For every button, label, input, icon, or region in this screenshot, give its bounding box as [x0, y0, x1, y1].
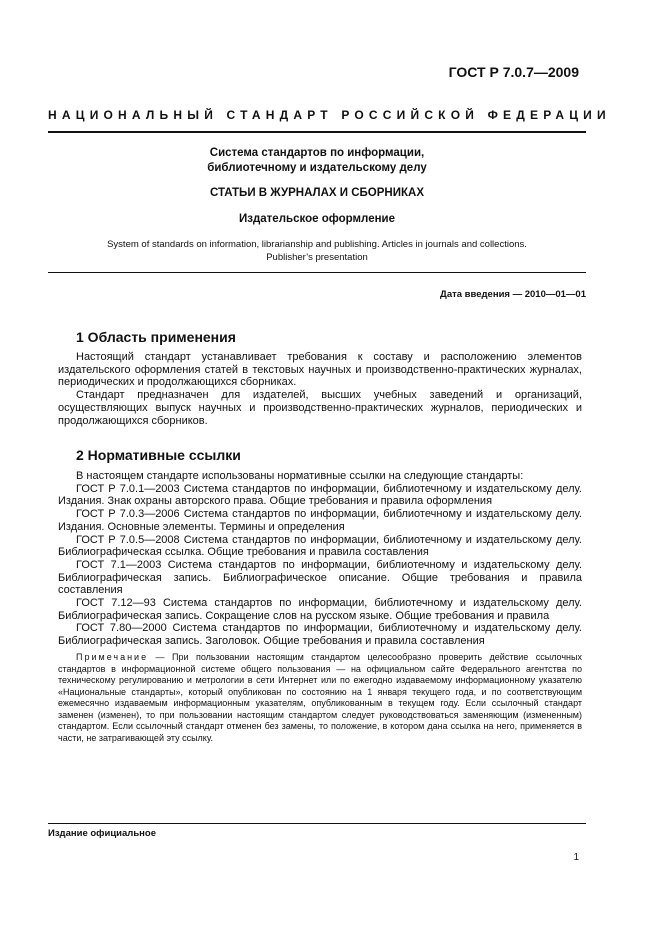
page-number: 1 [573, 852, 579, 863]
section2-body [58, 470, 582, 648]
system-title-line1: Система стандартов по информации, [209, 147, 425, 159]
section2-heading: 2 Нормативные ссылки [76, 447, 241, 463]
reference-item: ГОСТ 7.80—2000 Система стандартов по информации, библиотечному и издательскому делу. Библиографическая запись. Заголовок. Общие требования и правила составления [58, 622, 582, 648]
section1-paragraph: Настоящий стандарт устанавливает требования к составу и расположению элементов издательского оформления статей в текстовых научных и производственно-практических журналах, периодических и продолжающихся сборниках. [58, 351, 582, 389]
section1-body [58, 351, 582, 427]
reference-item: ГОСТ Р 7.0.1—2003 Система стандартов по информации, библиотечному и издательскому делу. Издания. Знак охраны авторского права. Общие требования и правила оформления [58, 482, 582, 508]
date-introduced: Дата введения — 2010—01—01 [440, 289, 586, 300]
title-rule [48, 272, 586, 273]
header-rule [48, 131, 586, 133]
english-title-line1: System of standards on information, librarianship and publishing. Articles in journals and collections. [107, 239, 527, 250]
reference-item: ГОСТ Р 7.0.5—2008 Система стандартов по информации, библиотечному и издательскому делу. Библиографическая ссылка. Общие требования и правила составления [58, 533, 582, 559]
reference-item: ГОСТ Р 7.0.3—2006 Система стандартов по информации, библиотечному и издательскому делу. Издания. Основные элементы. Термины и определения [58, 508, 582, 533]
note-text: — При пользовании настоящим стандартом целесообразно проверить действие ссылочных стандартов в информационной системе общего пользования — на официальном сайте Федерального агентства по техническому регулированию и метрологии в сети Интернет или по ежегодно издаваемому информационному указателю «Национальные стандарты», который опубликован по состоянию на 1 января текущего года, и по соответствующим ежемесячно издаваемым информационным указателям, опубликованным в текущем году. Если ссылочный стандарт заменен (изменен), то при пользовании настоящим стандартом следует руководствоваться заменяющим (измененным) стандартом. Если ссылочный стандарт отменен без замены, то положение, в котором дана ссылка на него, применяется в части, не затрагивающей эту ссылку. [58, 652, 582, 743]
national-standard-banner: НАЦИОНАЛЬНЫЙ СТАНДАРТ РОССИЙСКОЙ ФЕДЕРАЦИИ [48, 108, 611, 122]
subtitle: Издательское оформление [239, 213, 395, 225]
footer-rule [48, 823, 586, 824]
document-code: ГОСТ Р 7.0.7—2009 [448, 64, 579, 80]
note-label: Примечание [76, 652, 149, 662]
english-title-line2: Publisher’s presentation [266, 251, 368, 263]
section2-intro: В настоящем стандарте использованы нормативные ссылки на следующие стандарты: [76, 470, 524, 482]
english-title [48, 239, 586, 264]
note-block [58, 652, 582, 744]
main-title: СТАТЬИ В ЖУРНАЛАХ И СБОРНИКАХ [209, 187, 424, 199]
official-edition-label: Издание официальное [48, 828, 156, 839]
system-title-line2: библиотечному и издательскому делу [207, 162, 427, 174]
reference-item: ГОСТ 7.12—93 Система стандартов по информации, библиотечному и издательскому делу. Библиографическая запись. Сокращение слов на русском языке. Общие требования и правила [58, 597, 582, 622]
system-title [48, 146, 586, 176]
section1-paragraph: Стандарт предназначен для издателей, высших учебных заведений и организаций, осуществляющих выпуск научных и производственно-практических журналов, периодических и продолжающихся сборников. [58, 389, 582, 427]
reference-item: ГОСТ 7.1—2003 Система стандартов по информации, библиотечному и издательскому делу. Библиографическая запись. Библиографическое описание. Общие требования и правила составления [58, 558, 582, 597]
section1-heading: 1 Область применения [76, 329, 236, 345]
